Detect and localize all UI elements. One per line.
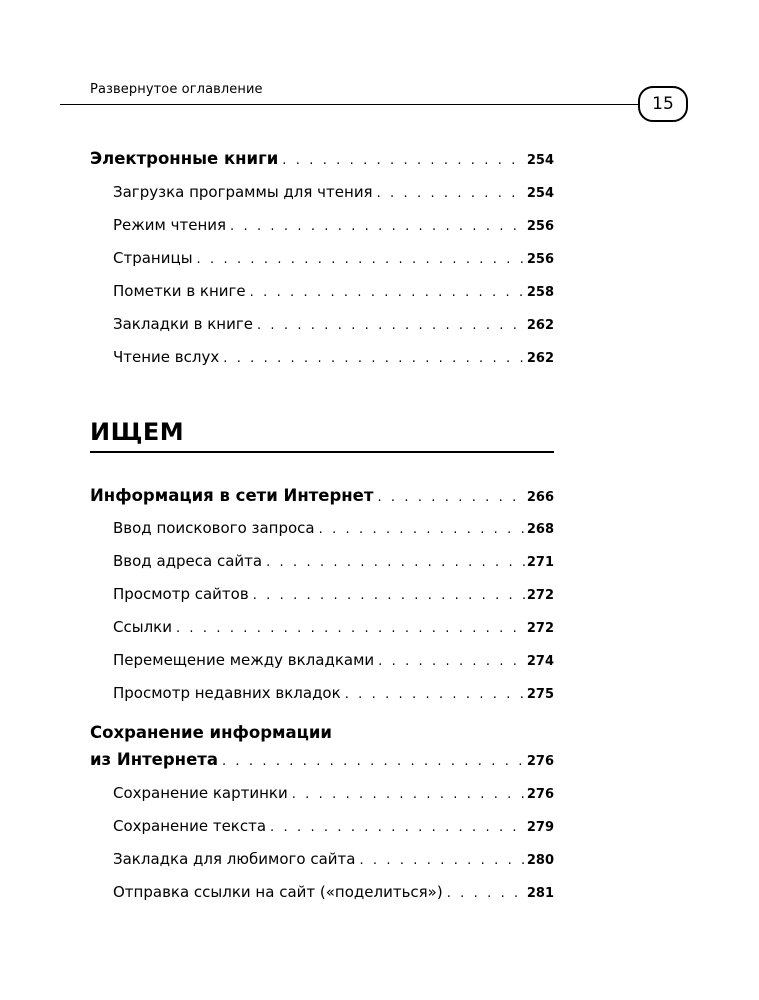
dot-leader (377, 490, 524, 505)
toc-item[interactable] (113, 315, 554, 333)
toc-entry-page: 276 (526, 754, 554, 769)
toc-entry-title: Режим чтения (113, 216, 227, 234)
toc-item[interactable] (113, 618, 554, 636)
toc-entry-page: 280 (526, 853, 554, 868)
dot-leader (270, 820, 525, 835)
running-title: Развернутое оглавление (90, 82, 263, 97)
dot-leader (282, 153, 525, 168)
toc-entry-page: 266 (526, 490, 554, 505)
toc-item[interactable] (113, 817, 554, 835)
toc-entry-title: Ввод адреса сайта (113, 552, 263, 570)
toc-chapter-ebooks[interactable] (90, 149, 554, 168)
toc-entry-page: 254 (526, 153, 554, 168)
toc-entry-title: Ввод поискового запроса (113, 519, 315, 537)
toc-entry-page: 275 (526, 687, 554, 702)
toc-entry-title: Сохранение картинки (113, 784, 288, 802)
toc-entry-title: Закладка для любимого сайта (113, 850, 356, 868)
toc-item[interactable] (113, 216, 554, 234)
dot-leader (345, 687, 525, 702)
toc-item[interactable] (113, 249, 554, 267)
toc-entry-title: Чтение вслух (113, 348, 220, 366)
dot-leader (292, 787, 525, 802)
toc-entry-page: 262 (526, 351, 554, 366)
dot-leader (223, 351, 525, 366)
toc-entry-title: Закладки в книге (113, 315, 253, 333)
dot-leader (266, 555, 525, 570)
toc-entry-title: Просмотр недавних вкладок (113, 684, 341, 702)
toc-entry-page: 276 (526, 787, 554, 802)
toc-entry-title: Сохранение текста (113, 817, 267, 835)
dot-leader (253, 588, 525, 603)
dot-leader (447, 886, 525, 901)
toc-item[interactable] (113, 282, 554, 300)
dot-leader (250, 285, 525, 300)
toc-item[interactable] (113, 585, 554, 603)
toc-entry-page: 262 (526, 318, 554, 333)
toc-item[interactable] (113, 519, 554, 537)
dot-leader (257, 318, 525, 333)
toc-chapter-title-line1[interactable]: Сохранение информации (90, 723, 332, 742)
toc-entry-page: 281 (526, 886, 554, 901)
dot-leader (378, 654, 525, 669)
toc-item[interactable] (113, 651, 554, 669)
toc-entry-page: 256 (526, 252, 554, 267)
toc-entry-title: Просмотр сайтов (113, 585, 249, 603)
toc-chapter-saving-info[interactable] (90, 750, 554, 769)
toc-item[interactable] (113, 348, 554, 366)
toc-entry-page: 272 (526, 588, 554, 603)
toc-entry-title: Отправка ссылки на сайт («поделиться») (113, 883, 443, 901)
toc-entry-page: 256 (526, 219, 554, 234)
toc-chapter-internet-info[interactable] (90, 486, 554, 505)
toc-item[interactable] (113, 684, 554, 702)
toc-item[interactable] (113, 183, 554, 201)
toc-entry-title: Загрузка программы для чтения (113, 183, 373, 201)
page-number: 15 (652, 94, 674, 114)
section-rule (90, 451, 554, 453)
toc-entry-page: 271 (526, 555, 554, 570)
dot-leader (377, 186, 525, 201)
toc-entry-page: 268 (526, 522, 554, 537)
toc-entry-title: Электронные книги (90, 149, 279, 168)
toc-entry-title: из Интернета (90, 750, 218, 769)
toc-entry-page: 274 (526, 654, 554, 669)
dot-leader (359, 853, 524, 868)
dot-leader (222, 754, 525, 769)
dot-leader (197, 252, 525, 267)
toc-item[interactable] (113, 850, 554, 868)
toc-item[interactable] (113, 883, 554, 901)
dot-leader (230, 219, 525, 234)
dot-leader (319, 522, 525, 537)
toc-entry-title: Информация в сети Интернет (90, 486, 374, 505)
section-heading: ИЩЕМ (90, 418, 185, 446)
toc-entry-title: Перемещение между вкладками (113, 651, 375, 669)
toc-entry-title: Ссылки (113, 618, 172, 636)
toc-entry-page: 272 (526, 621, 554, 636)
toc-entry-title: Страницы (113, 249, 193, 267)
toc-item[interactable] (113, 552, 554, 570)
toc-entry-page: 258 (526, 285, 554, 300)
toc-entry-page: 279 (526, 820, 554, 835)
toc-item[interactable] (113, 784, 554, 802)
dot-leader (176, 621, 525, 636)
toc-entry-page: 254 (526, 186, 554, 201)
toc-entry-title: Пометки в книге (113, 282, 246, 300)
